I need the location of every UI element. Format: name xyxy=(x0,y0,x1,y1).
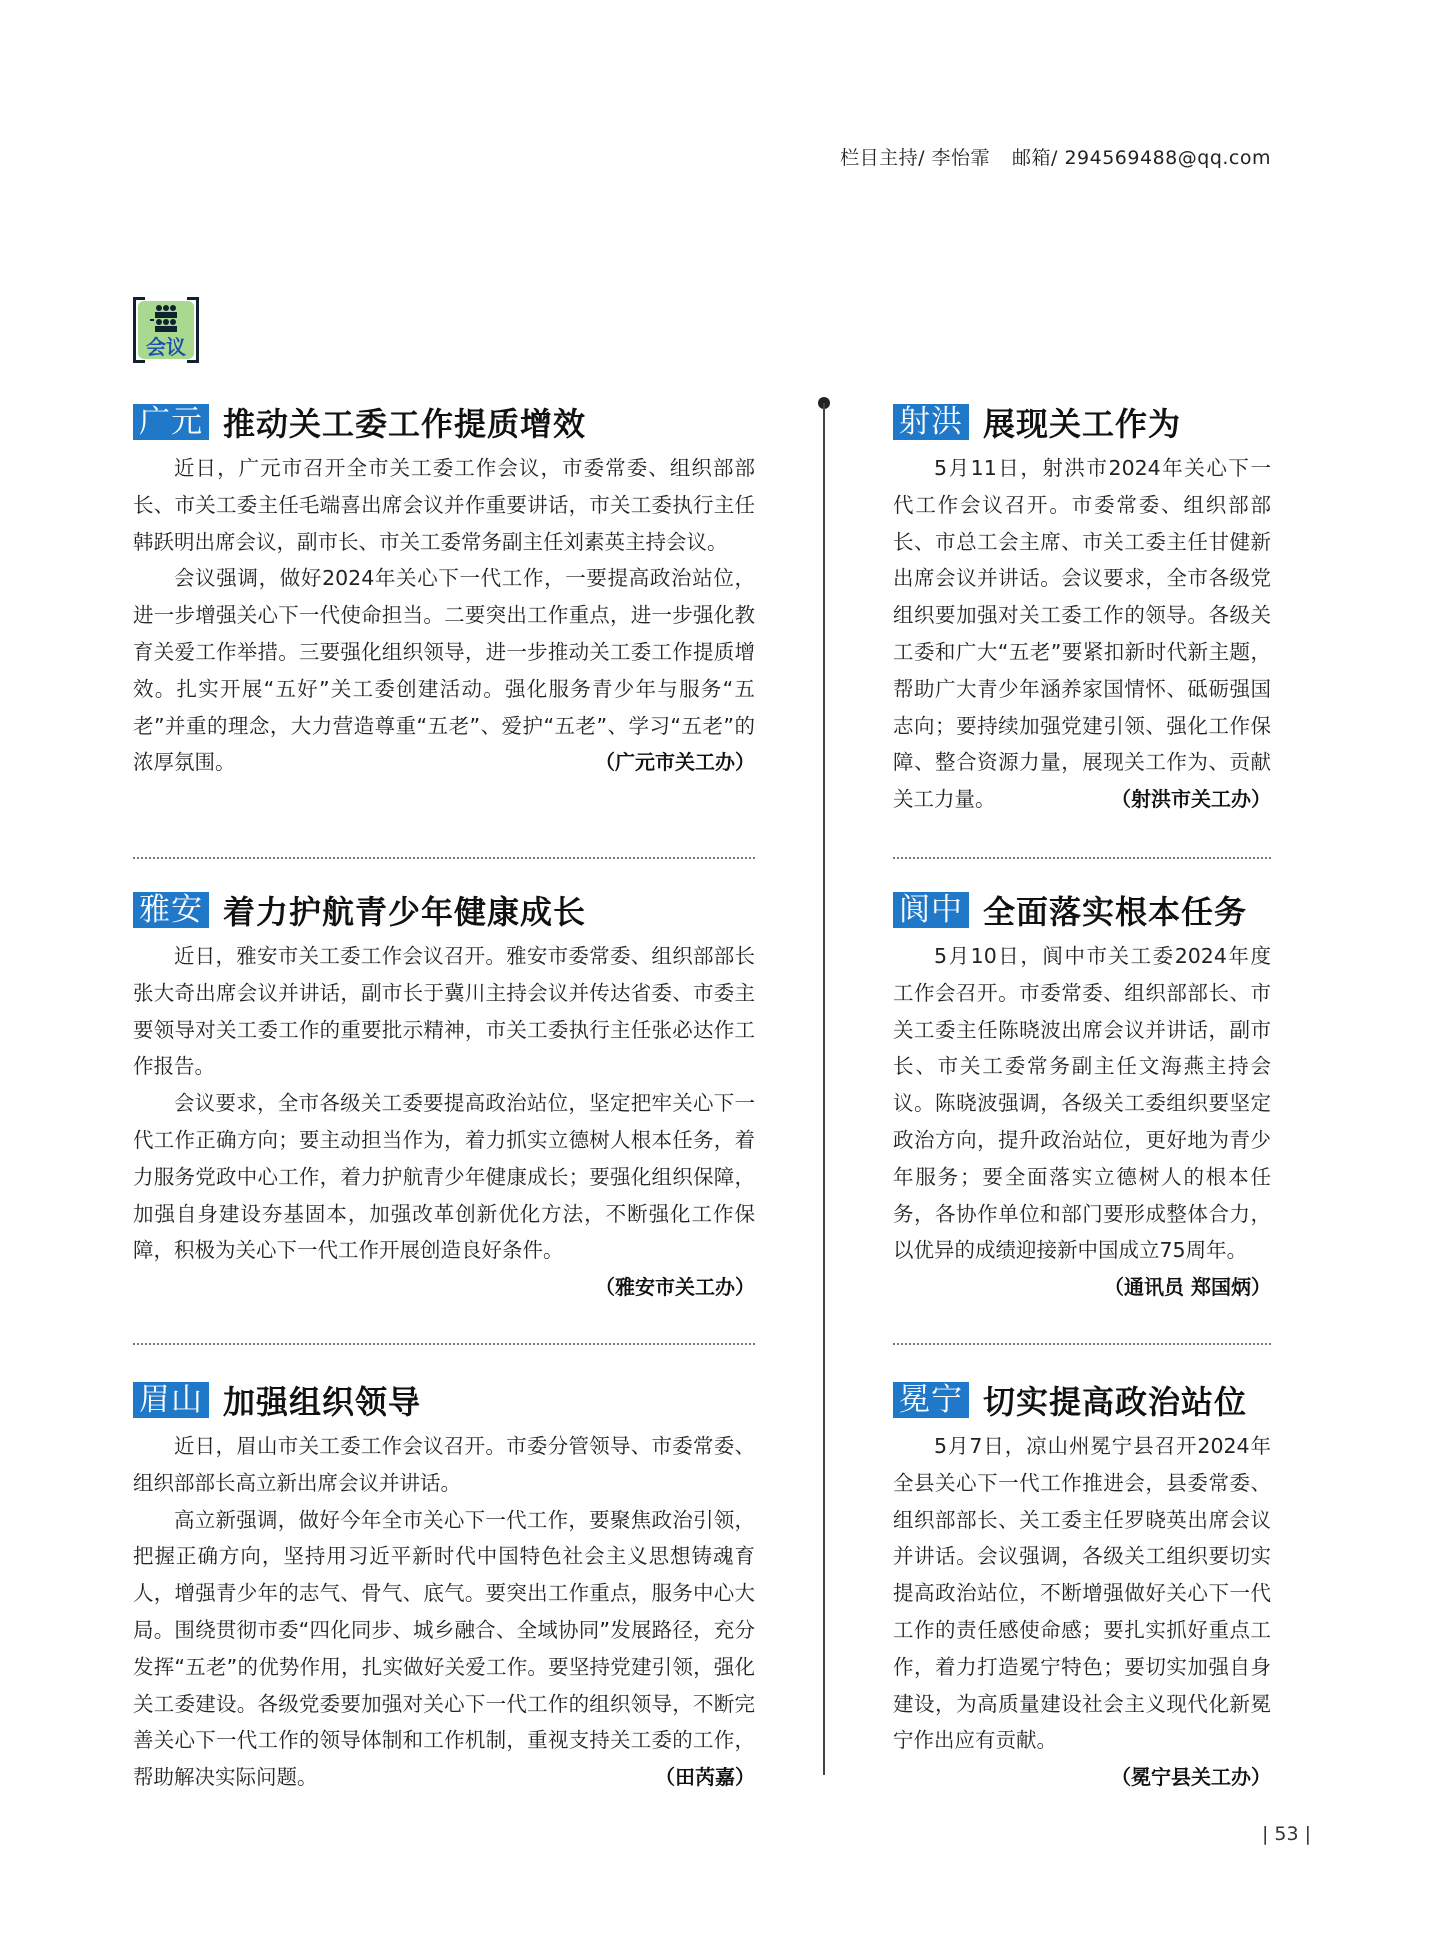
article-body xyxy=(893,1428,1271,1796)
section-badge xyxy=(133,297,199,363)
article-mianning xyxy=(893,1380,1271,1796)
paragraph-text: 5月11日，射洪市2024年关心下一代工作会议召开。市委常委、组织部部长、市总工会主席、市关工委主任甘健新出席会议并讲话。会议要求，全市各级党组织要加强对关工委工作的领导。各级关工委和广大“五老”要紧扣新时代新主题，帮助广大青少年涵养家国情怀、砥砺强国志向；要持续加强党建引领、强化工作保障、整合资源力量，展现关工作为、贡献关工力量。 xyxy=(893,456,1271,812)
article-title-row xyxy=(133,1380,755,1420)
article-title-row xyxy=(893,402,1271,442)
article-source: （冕宁县关工办） xyxy=(1111,1765,1271,1790)
section-separator xyxy=(133,1343,755,1345)
article-paragraph xyxy=(133,560,755,781)
paragraph-text: 高立新强调，做好今年全市关心下一代工作，要聚焦政治引领，把握正确方向，坚持用习近平新时代中国特色社会主义思想铸魂育人，增强青少年的志气、骨气、底气。要突出工作重点，服务中心大局。围绕贯彻市委“四化同步、城乡融合、全域协同”发展路径，充分发挥“五老”的优势作用，扎实做好关爱工作。要坚持党建引领，强化关工委建设。各级党委要加强对关心下一代工作的组织领导，不断完善关心下一代工作的领导体制和工作机制，重视支持关工委的工作，帮助解决实际问题。 xyxy=(133,1507,755,1790)
article-headline: 全面落实根本任务 xyxy=(983,893,1248,931)
page-number: | 53 | xyxy=(1261,1823,1311,1845)
article-langzhong xyxy=(893,890,1271,1306)
article-paragraph: 近日，雅安市关工委工作会议召开。雅安市委常委、组织部部长张大奇出席会议并讲话，副市长于冀川主持会议并传达省委、市委主要领导对关工委工作的重要批示精神，市关工委执行主任张必达作工作报告。 xyxy=(133,944,755,1079)
article-title-row xyxy=(133,402,755,442)
section-separator xyxy=(133,857,755,859)
place-tag: 眉山 xyxy=(133,1382,209,1418)
article-headline: 着力护航青少年健康成长 xyxy=(223,893,587,931)
article-source: （田芮嘉） xyxy=(655,1765,755,1790)
article-body xyxy=(893,450,1271,818)
column-email: 邮箱/ 294569488@qq.com xyxy=(1012,147,1271,169)
article-body xyxy=(893,938,1271,1300)
article-guangyuan xyxy=(133,402,755,781)
article-body xyxy=(133,1428,755,1796)
section-separator xyxy=(893,1343,1271,1345)
article-paragraph: 会议要求，全市各级关工委要提高政治站位，坚定把牢关心下一代工作正确方向；要主动担当作为，着力抓实立德树人根本任务，着力服务党政中心工作，着力护航青少年健康成长；要强化组织保障，加强自身建设夯基固本，加强改革创新优化方法，不断强化工作保障，积极为关心下一代工作开展创造良好条件。 xyxy=(133,1091,755,1263)
place-tag: 广元 xyxy=(133,404,209,440)
article-headline: 切实提高政治站位 xyxy=(983,1383,1248,1421)
place-tag: 冕宁 xyxy=(893,1382,969,1418)
badge-label: 会议 xyxy=(146,335,186,359)
article-shehong xyxy=(893,402,1271,818)
article-meishan xyxy=(133,1380,755,1796)
place-tag: 雅安 xyxy=(133,892,209,928)
article-headline: 加强组织领导 xyxy=(223,1383,422,1421)
column-header xyxy=(840,143,1271,170)
place-tag: 射洪 xyxy=(893,404,969,440)
article-source: （通讯员 郑国炳） xyxy=(1104,1275,1271,1300)
article-title-row xyxy=(893,1380,1271,1420)
article-paragraph xyxy=(893,938,1271,1300)
article-title-row xyxy=(893,890,1271,930)
section-separator xyxy=(893,857,1271,859)
paragraph-text: 会议强调，做好2024年关心下一代工作，一要提高政治站位，进一步增强关心下一代使命担当。二要突出工作重点，进一步强化教育关爱工作举措。三要强化组织领导，进一步推动关工委工作提质增效。扎实开展“五好”关工委创建活动。强化服务青少年与服务“五老”并重的理念，大力营造尊重“五老”、爱护“五老”、学习“五老”的浓厚氛围。 xyxy=(133,566,755,775)
article-paragraph xyxy=(133,1502,755,1796)
place-tag: 阆中 xyxy=(893,892,969,928)
article-source: （雅安市关工办） xyxy=(595,1275,755,1300)
article-yaan xyxy=(133,890,755,1306)
article-paragraph: 5月7日，凉山州冕宁县召开2024年全县关心下一代工作推进会，县委常委、组织部部长、关工委主任罗晓英出席会议并讲话。会议强调，各级关工组织要切实提高政治站位，不断增强做好关心下一代工作的责任感使命感；要扎实抓好重点工作，着力打造冕宁特色；要切实加强自身建设，为高质量建设社会主义现代化新冕宁作出应有贡献。 xyxy=(893,1434,1271,1753)
column-divider xyxy=(823,403,825,1775)
article-title-row xyxy=(133,890,755,930)
article-paragraph xyxy=(893,450,1271,818)
article-headline: 展现关工作为 xyxy=(983,405,1182,443)
column-host: 栏目主持/ 李怡霏 xyxy=(840,147,991,169)
article-headline: 推动关工委工作提质增效 xyxy=(223,405,587,443)
article-source: （广元市关工办） xyxy=(595,750,755,775)
article-body xyxy=(133,450,755,781)
article-body xyxy=(133,938,755,1306)
meeting-icon xyxy=(150,304,182,334)
article-paragraph: 近日，广元市召开全市关工委工作会议，市委常委、组织部部长、市关工委主任毛端喜出席会议并作重要讲话，市关工委执行主任韩跃明出席会议，副市长、市关工委常务副主任刘素英主持会议。 xyxy=(133,456,755,554)
paragraph-text: 5月10日，阆中市关工委2024年度工作会召开。市委常委、组织部部长、市关工委主任陈晓波出席会议并讲话，副市长、市关工委常务副主任文海燕主持会议。陈晓波强调，各级关工委组织要坚定政治方向，提升政治站位，更好地为青少年服务；要全面落实立德树人的根本任务，各协作单位和部门要形成整体合力，以优异的成绩迎接新中国成立75周年。 xyxy=(893,944,1271,1263)
article-source: （射洪市关工办） xyxy=(1111,787,1271,812)
article-paragraph: 近日，眉山市关工委工作会议召开。市委分管领导、市委常委、组织部部长高立新出席会议并讲话。 xyxy=(133,1434,755,1495)
